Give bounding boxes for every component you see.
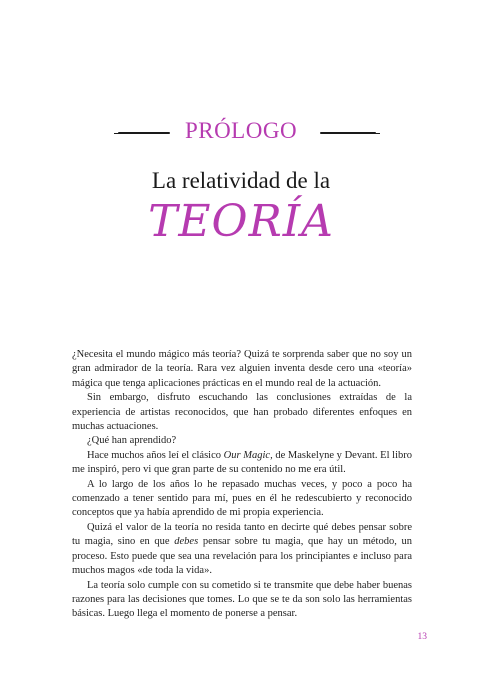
chapter-subtitle: La relatividad de la <box>151 168 331 193</box>
page-number: 13 <box>417 632 427 642</box>
paragraph-text: Hace muchos años leí el clásico <box>87 449 224 461</box>
decorative-rule-right <box>320 132 376 134</box>
book-title: Our Magic, <box>223 449 273 461</box>
paragraph: ¿Necesita el mundo mágico más teoría? Quizá te sorprenda saber que no soy un gran admirador de la teoría. Rara vez alguien inventa desde cero una «teoría» mágica que tenga aplicaciones prácticas en el mundo real de la actuación. <box>72 349 412 389</box>
chapter-title: TEORÍA <box>148 196 334 247</box>
chapter-header <box>0 118 482 150</box>
body-text <box>72 348 412 622</box>
paragraph: ¿Qué han aprendido? <box>87 435 177 447</box>
chapter-label: PRÓLOGO <box>184 118 298 143</box>
paragraph: Sin embargo, disfruto escuchando las conclusiones extraídas de la experiencia de artistas reconocidos, que han probado diferentes enfoques en muchas actuaciones. <box>72 392 412 433</box>
emphasis: debes <box>174 536 199 548</box>
paragraph-text: pensar sobre tu magia, que hay un método, un proceso. Esto puede que sea una revelación para los principiantes e incluso para muchos magos «de toda la vida». <box>72 536 412 577</box>
paragraph: La teoría solo cumple con su cometido si te transmite que debe haber buenas razones para las decisiones que tomes. Lo que se te da son solo las herramientas básicas. Luego llega el momento de ponerse a pensar. <box>72 579 412 620</box>
paragraph <box>72 521 412 579</box>
paragraph-text: Quizá el valor de la teoría no resida tanto en decirte qué debes pensar sobre tu magia, sino en que <box>72 521 412 548</box>
paragraph: A lo largo de los años lo he repasado muchas veces, y poco a poco ha comenzado a tener sentido para mí, pues en él he redescubierto y reconocido conceptos que ya había aprendido de mi propia experiencia. <box>72 478 412 519</box>
paragraph <box>72 449 412 478</box>
paragraph-text: de Maskelyne y Devant. El libro me inspiró, pero vi que gran parte de su contenido no me era útil. <box>72 449 413 476</box>
